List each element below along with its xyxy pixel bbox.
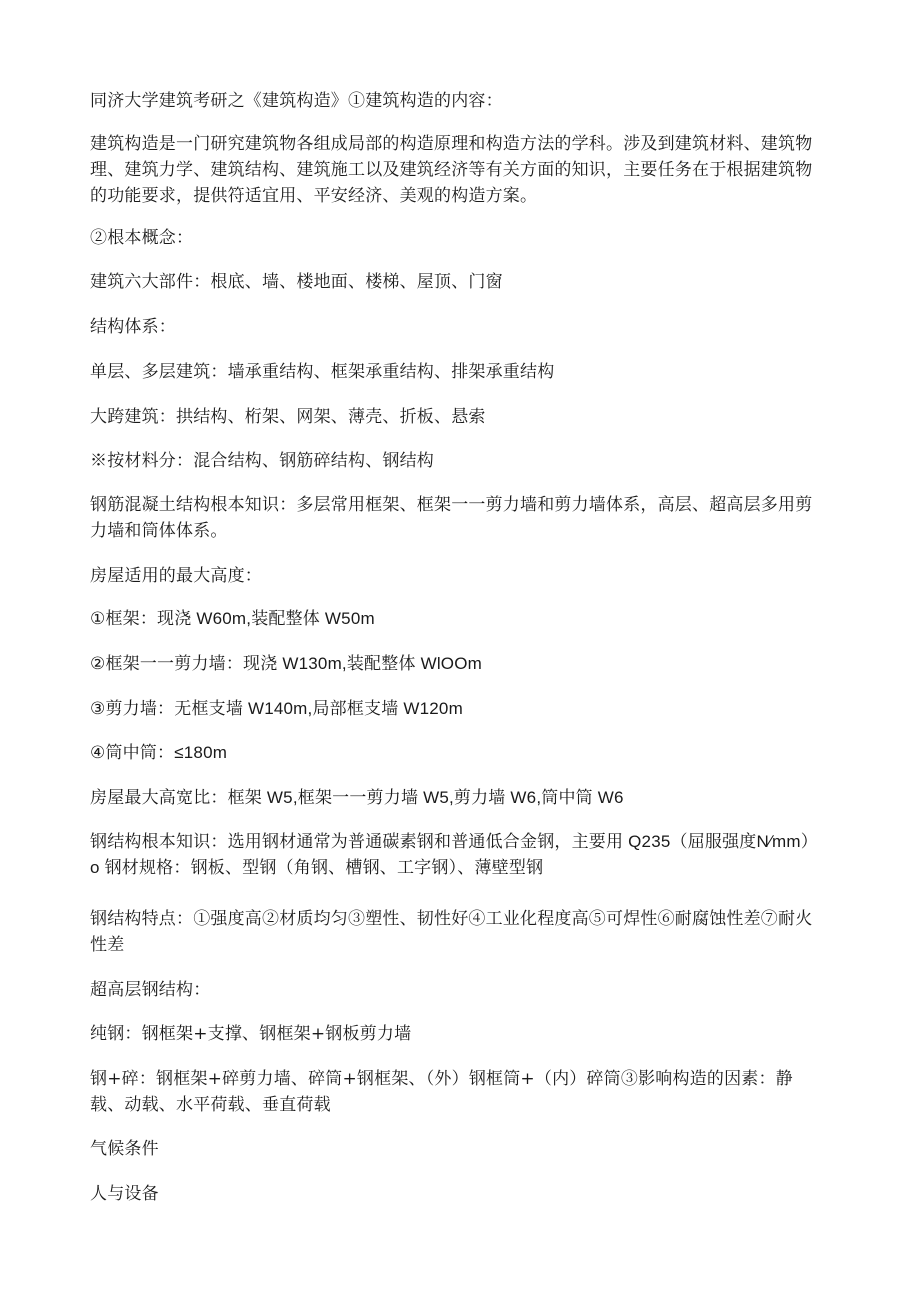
paragraph-tube-in-tube: ④筒中筒：≤180m [90, 743, 228, 762]
paragraph-steel-basics: 钢结构根本知识：选用钢材通常为普通碳素钢和普通低合金钢，主要用 Q235（屈服强度N∕mm）o 钢材规格：钢板、型钢（角钢、槽钢、工字钢）、薄壁型钢 [90, 832, 818, 877]
paragraph-shear-wall: ③剪力墙：无框支墙 W140m,局部框支墙 W120m [90, 699, 463, 718]
paragraph-structure-system: 结构体系： [90, 317, 176, 337]
paragraph-intro: 建筑构造是一门研究建筑物各组成局部的构造原理和构造方法的学科。涉及到建筑材料、建筑物理、建筑力学、建筑结构、建筑施工以及建筑经济等有关方面的知识，主要任务在于根据建筑物的功能要求，提供符适宜用、平安经济、美观的构造方案。 [90, 134, 813, 206]
paragraph-steel-concrete: 钢+碎：钢框架+碎剪力墙、碎筒+钢框架、（外）钢框筒+（内）碎筒③影响构造的因素：静载、动载、水平荷载、垂直荷载 [90, 1069, 793, 1115]
paragraph-pure-steel: 纯钢：钢框架+支撑、钢框架+钢板剪力墙 [90, 1024, 412, 1044]
paragraph-large-span: 大跨建筑：拱结构、桁架、网架、薄壳、折板、悬索 [90, 407, 486, 427]
paragraph-basic-concepts: ②根本概念： [90, 228, 194, 248]
paragraph-climate: 气候条件 [90, 1139, 159, 1159]
paragraph-by-material: ※按材料分：混合结构、钢筋碎结构、钢结构 [90, 451, 434, 471]
paragraph-aspect-ratio: 房屋最大高宽比：框架 W5,框架一一剪力墙 W5,剪力墙 W6,筒中筒 W6 [90, 788, 624, 807]
paragraph-people-equipment: 人与设备 [90, 1184, 159, 1204]
paragraph-title: 同济大学建筑考研之《建筑构造》①建筑构造的内容： [90, 91, 503, 111]
paragraph-max-height: 房屋适用的最大高度： [90, 566, 262, 586]
paragraph-six-parts: 建筑六大部件：根底、墙、楼地面、楼梯、屋顶、门窗 [90, 272, 503, 292]
paragraph-rc-basics: 钢筋混凝土结构根本知识：多层常用框架、框架一一剪力墙和剪力墙体系，高层、超高层多用剪力墙和筒体体系。 [90, 495, 813, 541]
paragraph-super-high-steel: 超高层钢结构： [90, 980, 211, 1000]
paragraph-frame: ①框架：现浇 W60m,装配整体 W50m [90, 609, 375, 628]
paragraph-frame-shear-wall: ②框架一一剪力墙：现浇 W130m,装配整体 WlOOm [90, 654, 483, 673]
paragraph-steel-features: 钢结构特点：①强度高②材质均匀③塑性、韧性好④工业化程度高⑤可焊性⑥耐腐蚀性差⑦耐火性差 [90, 909, 813, 955]
paragraph-multi-storey: 单层、多层建筑：墙承重结构、框架承重结构、排架承重结构 [90, 362, 555, 382]
